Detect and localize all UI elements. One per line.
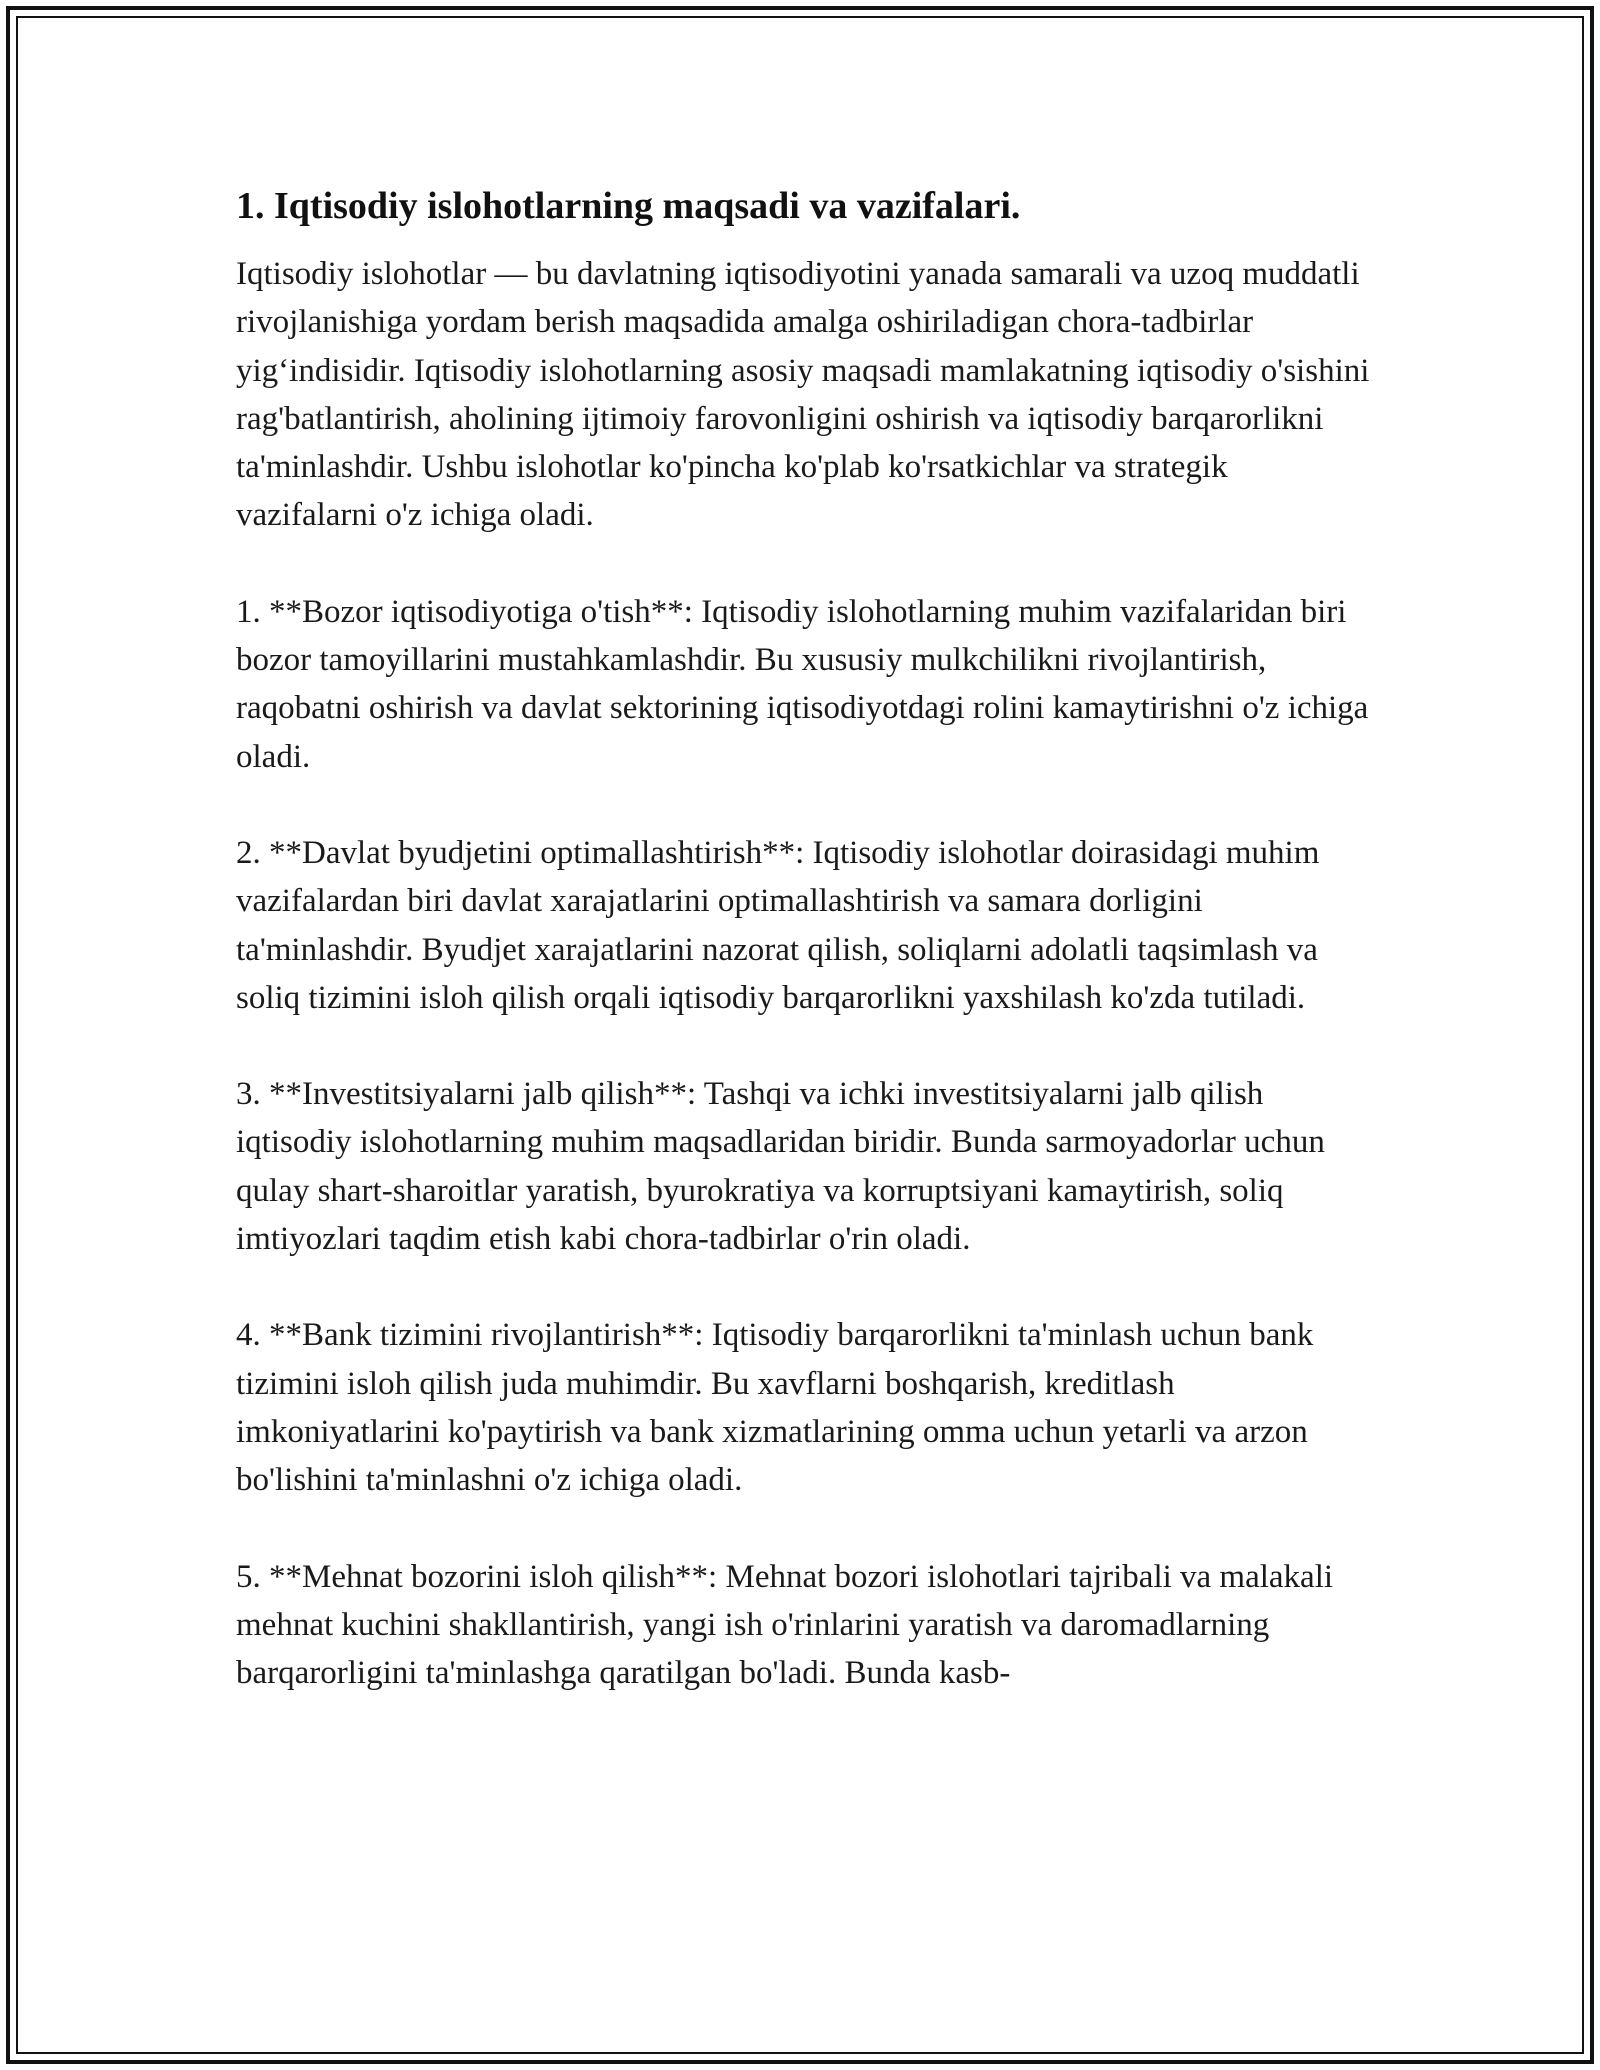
list-item-2: 2. **Davlat byudjetini optimallashtirish**: Iqtisodiy islohotlar doirasidagi muhim vazifalardan biri davlat xarajatlarini optimallashtirish va samara dorligini ta'minlashdir. Byudjet xarajatlarini nazorat qilish, soliqlarni adolatli taqsimlash va soliq tizimini isloh qilish orqali iqtisodiy barqarorlikni yaxshilash ko'zda tutiladi. — [236, 834, 1320, 1016]
document-body — [236, 182, 1376, 1697]
list-item-4: 4. **Bank tizimini rivojlantirish**: Iqtisodiy barqarorlikni ta'minlash uchun bank tizimini isloh qilish juda muhimdir. Bu xavflarni boshqarish, kreditlash imkoniyatlarini ko'paytirish va bank xizmatlarining omma uchun yetarli va arzon bo'lishini ta'minlashni o'z ichiga oladi. — [236, 1317, 1314, 1499]
list-item-1: 1. **Bozor iqtisodiyotiga o'tish**: Iqtisodiy islohotlarning muhim vazifalaridan biri bozor tamoyillarini mustahkamlashdir. Bu xususiy mulkchilikni rivojlantirish, raqobatni oshirish va davlat sektorining iqtisodiyotdagi rolini kamaytirishni o'z ichiga oladi. — [236, 593, 1369, 775]
list-item-3: 3. **Investitsiyalarni jalb qilish**: Tashqi va ichki investitsiyalarni jalb qilish iqtisodiy islohotlarning muhim maqsadlaridan biridir. Bunda sarmoyadorlar uchun qulay shart-sharoitlar yaratish, byurokratiya va korruptsiyani kamaytirish, soliq imtiyozlari taqdim etish kabi chora-tadbirlar o'rin oladi. — [236, 1076, 1325, 1258]
page-title: 1. Iqtisodiy islohotlarning maqsadi va vazifalari. — [236, 185, 1021, 227]
intro-paragraph: Iqtisodiy islohotlar — bu davlatning iqtisodiyotini yanada samarali va uzoq muddatli rivojlanishiga yordam berish maqsadida amalga oshiriladigan chora-tadbirlar yig‘indisidir. Iqtisodiy islohotlarning asosiy maqsadi mamlakatning iqtisodiy o'sishini rag'batlantirish, aholining ijtimoiy farovonligini oshirish va iqtisodiy barqarorlikni ta'minlashdir. Ushbu islohotlar ko'pincha ko'plab ko'rsatkichlar va strategik vazifalarni o'z ichiga oladi. — [236, 256, 1370, 534]
list-item-5: 5. **Mehnat bozorini isloh qilish**: Mehnat bozori islohotlari tajribali va malakali mehnat kuchini shakllantirish, yangi ish o'rinlarini yaratish va daromadlarning barqarorligini ta'minlashga qaratilgan bo'ladi. Bunda kasb- — [236, 1558, 1334, 1692]
